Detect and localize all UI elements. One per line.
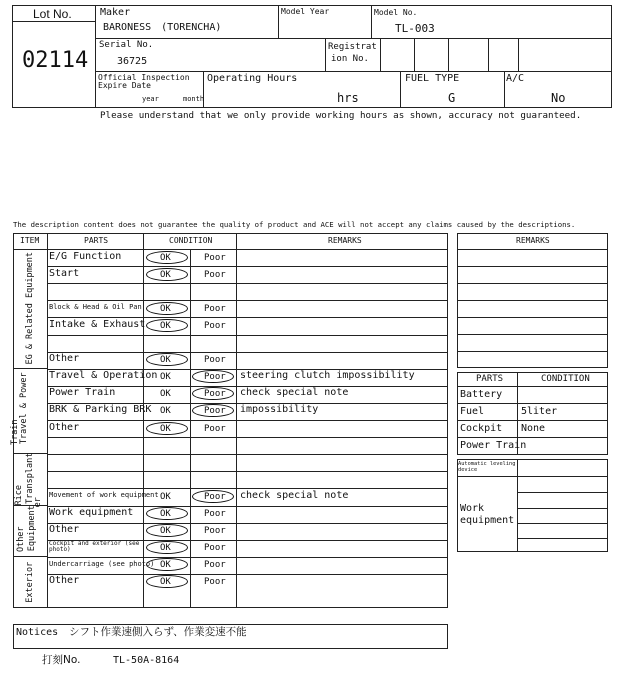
condition-ok: OK (160, 304, 171, 314)
ok-circle-mark (146, 422, 188, 435)
condition-poor: Poor (204, 270, 226, 280)
row-part: Start (49, 268, 80, 279)
month-label: month (183, 95, 205, 103)
ok-circle-mark (146, 524, 188, 537)
row-part: Cockpit and exterior (see photo) (49, 540, 140, 553)
serial-label: Serial No. (99, 40, 154, 50)
serial-value: 36725 (117, 56, 148, 67)
condition-poor: Poor (204, 424, 226, 434)
pc-row-condition: 5liter (521, 406, 558, 417)
model-year-label: Model Year (281, 7, 330, 16)
condition-poor: Poor (204, 543, 226, 553)
fuel-type-label: FUEL TYPE (405, 73, 460, 84)
condition-ok: OK (160, 577, 171, 587)
registration-label-2: ion No. (331, 54, 369, 64)
row-part: Other (49, 524, 80, 535)
condition-poor: Poor (204, 406, 226, 416)
condition-ok: OK (160, 424, 171, 434)
row-remark: check special note (240, 490, 349, 501)
row-part: Intake & Exhaust (49, 319, 146, 330)
hours-notice: Please understand that we only provide working hours as shown, accuracy not guaranteed. (100, 110, 582, 121)
condition-poor: Poor (204, 304, 226, 314)
ok-circle-mark (146, 558, 188, 571)
pc-row-condition: None (521, 423, 546, 434)
poor-circle-mark (192, 404, 234, 417)
lot-number: 02114 (22, 48, 89, 73)
ac-label: A/C (506, 73, 525, 84)
condition-poor: Poor (204, 389, 226, 399)
ok-circle-mark (146, 507, 188, 520)
stamp-label: 打刻No. (42, 654, 81, 666)
auto-leveling-label: Automatic leveling device (458, 461, 516, 473)
ok-circle-mark (146, 302, 188, 315)
condition-ok: OK (160, 321, 171, 331)
row-remark: check special note (240, 387, 349, 398)
condition-ok: OK (160, 270, 171, 280)
model-no-label: Model No. (374, 8, 418, 17)
condition-ok: OK (160, 543, 171, 553)
ok-circle-mark (146, 251, 188, 264)
pc-row-part: Cockpit (460, 423, 503, 434)
condition-ok: OK (160, 372, 171, 382)
row-part: Travel & Operation (49, 370, 158, 381)
condition-poor: Poor (204, 577, 226, 587)
right-remarks-header: REMARKS (516, 236, 550, 245)
row-part: E/G Function (49, 251, 122, 262)
condition-ok: OK (160, 406, 171, 416)
poor-circle-mark (192, 370, 234, 383)
row-part: Other (49, 353, 80, 364)
header-item: ITEM (20, 236, 40, 245)
notices-value: シフト作業速側入らず、作業変速不能 (69, 626, 247, 638)
poor-circle-mark (192, 490, 234, 503)
condition-ok: OK (160, 526, 171, 536)
registration-label-1: Registrat (328, 42, 377, 52)
row-remark: impossibility (240, 404, 319, 415)
work-equipment-label-1: Work (460, 503, 485, 514)
condition-table: ITEM PARTS CONDITION REMARKS EG & Related Equipment Travel & Power Train Rice Transplant er Other Equipment Exterior E/G Function OK Poor Start OK Poor Block & Head & Oil Pan OK Poor Intake & Exhaust OK Poor Other OK Poor Travel & Operation OK Poor steering clutch impossibility Power Train OK Poor check special note BRK & Parking BRK OK Poor impossibility Other OK Poor Movement of work equipment OK Poor check special note Work equipment OK Poor Other OK Poor Cockpit and exterior (see photo) OK Poor Undercarriage (see photo) OK Poor Other OK Poor (0, 0, 640, 680)
row-part: BRK & Parking BRK (49, 404, 152, 415)
poor-circle-mark (192, 387, 234, 400)
ok-circle-mark (146, 268, 188, 281)
header-parts: PARTS (84, 236, 109, 245)
year-label: year (142, 95, 159, 103)
row-part: Undercarriage (see photo) (49, 560, 155, 568)
condition-ok: OK (160, 389, 171, 399)
ok-circle-mark (146, 575, 188, 588)
ac-value: No (551, 91, 566, 105)
header-remarks: REMARKS (328, 236, 362, 245)
pc-row-part: Battery (460, 389, 503, 400)
lot-label: Lot No. (33, 7, 72, 21)
ok-circle-mark (146, 319, 188, 332)
model-no-value: TL-003 (395, 22, 435, 35)
work-equipment-label-2: equipment (460, 515, 515, 526)
condition-ok: OK (160, 253, 171, 263)
disclaimer: The description content does not guarantee the quality of product and ACE will not accept any claims caused by the descriptions. (13, 220, 576, 229)
row-part: Power Train (49, 387, 116, 398)
row-part: Work equipment (49, 507, 134, 518)
condition-ok: OK (160, 509, 171, 519)
notices-label: Notices (16, 627, 59, 638)
row-remark: steering clutch impossibility (240, 370, 415, 381)
condition-poor: Poor (204, 509, 226, 519)
group-eg-related-equipment: EG & Related Equipment (24, 251, 35, 365)
operating-hours-label: Operating Hours (207, 73, 298, 84)
condition-poor: Poor (204, 560, 226, 570)
condition-poor: Poor (204, 355, 226, 365)
pc-row-part: Power Train (460, 440, 527, 451)
condition-poor: Poor (204, 372, 226, 382)
condition-ok: OK (160, 560, 171, 570)
condition-poor: Poor (204, 526, 226, 536)
pc-header-condition: CONDITION (541, 374, 590, 384)
pc-row-part: Fuel (460, 406, 485, 417)
condition-poor: Poor (204, 253, 226, 263)
ok-circle-mark (146, 353, 188, 366)
stamp-value: TL-50A-8164 (113, 655, 180, 666)
row-part: Other (49, 575, 80, 586)
maker-label: Maker (100, 7, 131, 18)
pc-header-parts: PARTS (476, 374, 504, 384)
condition-ok: OK (160, 355, 171, 365)
group-exterior: Exterior (24, 561, 35, 603)
row-part: Block & Head & Oil Pan (49, 303, 142, 311)
header-condition: CONDITION (169, 236, 213, 245)
condition-poor: Poor (204, 321, 226, 331)
maker-value: BARONESS (TORENCHA) (103, 22, 222, 33)
condition-poor: Poor (204, 492, 226, 502)
operating-hours-unit: hrs (337, 91, 359, 105)
row-part: Other (49, 422, 80, 433)
ok-circle-mark (146, 541, 188, 554)
fuel-type-value: G (448, 91, 456, 105)
inspection-label-1: Official Inspection (98, 73, 190, 82)
inspection-label-2: Expire Date (98, 81, 151, 90)
row-part: Movement of work equipment (49, 491, 159, 499)
condition-ok: OK (160, 492, 171, 502)
